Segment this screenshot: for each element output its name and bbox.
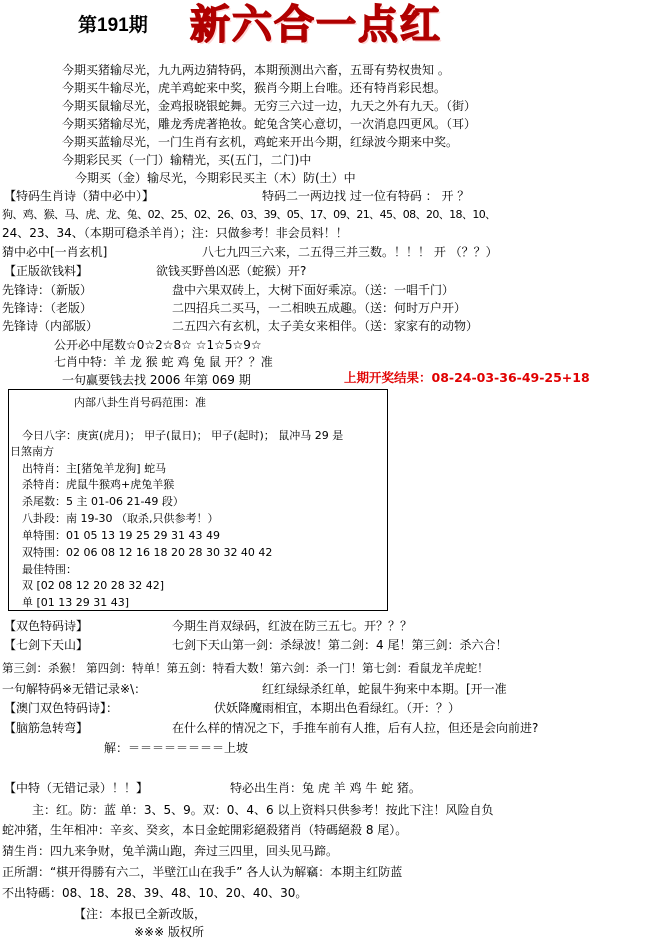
yiju-line: 一句赢要钱去找 2006 年第 069 期: [62, 373, 251, 387]
shuangse-label: 【双色特码诗】: [4, 619, 89, 633]
poem-line: 今期买（金）输尽光，今期彩民买主（木）防(土）中: [75, 171, 356, 185]
box-bazi: 今日八字：庚寅(虎月)； 甲子(鼠日)； 甲子(起时)； 鼠冲马 29 是: [22, 429, 344, 442]
box-shawei: 杀尾数：5 主 01-06 21-49 段）: [22, 495, 184, 508]
xianfeng-text: 盘中六果双砖上，大树下面好乘凉。（送：一唱千门）: [172, 283, 455, 297]
zhongte-cai: 猜生肖：四九来争财，兔羊满山跑，奔过三四里，回头见马蹄。: [2, 844, 339, 858]
box-chute: 出特肖：主[猪兔羊龙狗] 蛇马: [22, 462, 167, 475]
copyright: ※※※ 版权所: [134, 925, 204, 939]
yixiao-text: 八七九四三六来，二五得三并三数。！！！ 开 （？？）: [202, 245, 498, 259]
zhongte-zhengsuo: 正所謂：“棋开得勝有六二，半壁江山在我手” 各人认为解竊：本期主红防蓝: [2, 865, 403, 879]
qijian-text-2: 第三剑：杀猴！ 第四剑：特单！第五剑：特看大数！第六剑：杀一门！第七剑：看鼠龙羊虎蛇！: [2, 661, 489, 675]
yiju-text: 红红绿绿杀红单，蛇鼠牛狗来中本期。[开一准: [262, 682, 507, 696]
box-zuijia: 最佳特围：: [22, 563, 77, 576]
box-bazi-2: 日煞南方: [10, 445, 54, 458]
xianfeng-text: 二五四六有玄机，太子美女来相伴。（送：家家有的动物）: [172, 319, 479, 333]
aomen-label: 【澳门双色特码诗】：: [4, 701, 119, 715]
poem-line: 今期买鼠输尽光，金鸡报晓银蛇舞。无穷三六过一边，九天之外有九天。（街）: [62, 99, 477, 113]
aomen-text: 伏妖降魔雨相宜，本期出色看绿红。（开：？）: [214, 701, 461, 715]
zhongte-note: 【注：本报已全新改版，: [74, 907, 207, 921]
qijian-text: 七剑下天山第一剑：杀绿波！第二剑：4 尾！第三剑：杀六合！: [172, 638, 508, 652]
box-bagua: 八卦段：南 19-30 （取杀,只供参考！）: [22, 512, 219, 525]
box-shate: 杀特肖：虎鼠牛猴鸡+虎兔羊猴: [22, 478, 175, 491]
zhongte-text: 特必出生肖：兔 虎 羊 鸡 牛 蛇 猪。: [230, 781, 421, 795]
tema-clue: 特码二一两边找 过一位有特码 ： 开 ？: [262, 189, 470, 203]
weishu-line: 公开必中尾数☆0☆2☆8☆ ☆1☆5☆9☆: [54, 338, 262, 352]
yiju-label: 一句解特码※无错记录※\：: [2, 682, 147, 696]
qian-title: 【正版欲钱料】: [4, 264, 89, 278]
naojin-text: 在什么样的情况之下，手推车前有人推，后有人拉，但还是会向前进?: [172, 721, 539, 735]
yixiao-label: 猜中必中[一肖玄机]: [2, 245, 108, 259]
naojin-label: 【脑筋急转弯】: [4, 721, 89, 735]
box-title: 内部八卦生肖号码范围：准: [74, 396, 206, 409]
poem-line: 今期买牛输尽光，虎羊鸡蛇来中奖，猴肖今期上台唯。还有特肖彩民想。: [62, 81, 447, 95]
xianfeng-label: 先锋诗：（老版）: [2, 301, 93, 315]
zhongte-zhu: 主：红。防：蓝 单：3、5、9。双：0、4、6 以上资料只供参考！按此下注！风险自负: [32, 803, 494, 817]
naojin-answer: 解：＝＝＝＝＝＝＝＝上坡: [104, 741, 249, 755]
xianfeng-label: 先锋诗（内部版）: [2, 319, 99, 333]
poem-line: 今期买蓝输尽光，一门生肖有玄机，鸡蛇来开出今期，红绿波今期来中奖。: [62, 135, 459, 149]
box-dan: 单特围：01 05 13 19 25 29 31 43 49: [22, 529, 220, 542]
xianfeng-label: 先锋诗：（新版）: [2, 283, 93, 297]
zhongte-chong: 蛇冲猪，生年相冲：辛亥、癸亥，本日金蛇開彩絕殺猪肖（特碼絕殺 8 尾）。: [2, 823, 408, 837]
box-zj-shuang: 双 [02 08 12 20 28 32 42]: [22, 579, 165, 592]
poem-line: 今期买猪输尽光，雕龙秀虎著艳妆。蛇兔含笑心意切，一次消息四更风。（耳）: [62, 117, 477, 131]
shuangse-text: 今期生肖双绿码，红波在防三五七。开？？？: [172, 619, 413, 633]
box-shuang: 双特围：02 06 08 12 16 18 20 28 30 32 40 42: [22, 546, 273, 559]
tema-title: 【特码生肖诗（猜中必中）】: [4, 189, 155, 203]
tema-numbers: 狗、鸡、猴、马、虎、龙、兔、02、25、02、26、03、39、05、17、09、21、45、08、20、18、10、: [2, 208, 496, 221]
last-result: 上期开奖结果：08-24-03-36-49-25+18: [344, 370, 590, 385]
poem-line: 今期彩民买（一门）输精光，买(五门，二门)中: [62, 153, 312, 167]
qixiao-line: 七肖中特：羊 龙 猴 蛇 鸡 兔 鼠 开？？准: [54, 355, 273, 369]
issue-number: 第191期: [78, 15, 148, 36]
box-zj-dan: 单 [01 13 29 31 43]: [22, 596, 130, 609]
qian-text: 欲钱买野兽凶恶（蛇猴）开?: [156, 264, 307, 278]
zhongte-label: 【中特（无错记录）！！】: [4, 781, 149, 795]
zhongte-buchu: 不出特碼：08、18、28、39、48、10、20、40、30。: [2, 886, 308, 900]
poem-line: 今期买猪输尽光，九九两边猜特码，本期预测出六畜，五哥有势权贵知 。: [62, 63, 450, 77]
xianfeng-text: 二四招兵二买马，一二相映五成趣。（送：何时万户开）: [172, 301, 467, 315]
qijian-label: 【七剑下天山】: [4, 638, 89, 652]
brand-logo: 新六合一点红: [190, 2, 442, 48]
tema-numbers-2: 24、23、34、（本期可稳杀羊肖）；注：只做参考！非会员料！！: [2, 226, 348, 240]
